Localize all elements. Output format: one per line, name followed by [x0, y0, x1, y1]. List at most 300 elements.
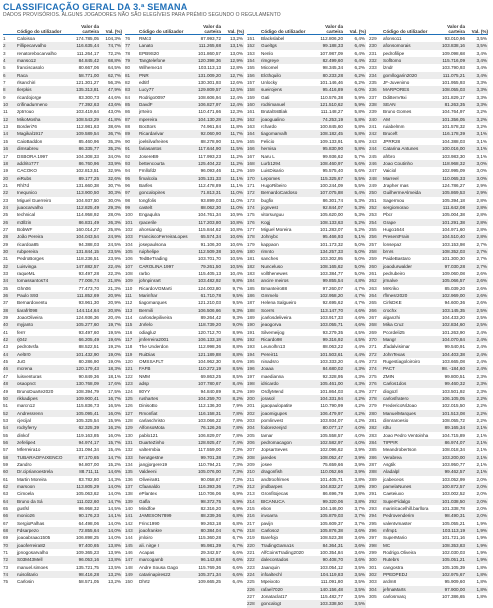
user-code-cell: pomlinvest: [261, 417, 283, 423]
portfolio-value-cell: 103.501,92: [442, 388, 465, 394]
variation-cell: 3,5%: [354, 579, 365, 585]
variation-cell: 12,4%: [229, 94, 243, 100]
table-row: [247, 461, 366, 468]
rank-cell: 138: [125, 491, 133, 497]
portfolio-value-cell: 109.060,08: [442, 271, 465, 276]
table-row: [3, 578, 122, 585]
portfolio-value-cell: 100.016,00: [442, 146, 465, 152]
user-code-cell: jefmaMarts: [383, 586, 406, 592]
user-code-cell: Johnybc: [261, 234, 279, 240]
user-code-cell: Miguel Guerreiro: [17, 197, 52, 203]
user-code-cell: rimgreye: [261, 58, 279, 64]
user-code-cell: PACT: [383, 366, 395, 372]
table-row: [3, 307, 122, 314]
portfolio-value-cell: 105.879,03: [320, 513, 343, 519]
user-code-cell: Aeltrr0: [17, 351, 31, 357]
variation-cell: 11,1%: [230, 175, 243, 181]
variation-cell: 32,6%: [107, 175, 121, 181]
portfolio-value-cell: 106.105,05: [442, 395, 465, 401]
user-code-cell: ricardoa85: [17, 241, 39, 247]
portfolio-value-cell: 104.119,83: [320, 572, 343, 578]
portfolio-value-cell: 100.244,09: [320, 182, 343, 188]
variation-cell: 19,7%: [107, 322, 121, 328]
portfolio-value-cell: 108.352,03: [442, 248, 465, 254]
table-row: [247, 402, 366, 409]
variation-cell: 5,5%: [354, 175, 365, 181]
user-code-cell: carlosfratero: [383, 395, 409, 401]
rank-cell: 36: [3, 293, 9, 299]
portfolio-value-cell: 85.460,96: [78, 138, 99, 144]
user-code-cell: JopsarSeves: [261, 447, 288, 453]
table-row: [369, 255, 488, 262]
portfolio-value-cell: 110.706,06: [198, 491, 221, 497]
rank-cell: 265: [369, 300, 377, 306]
user-code-cell: Carlosoz: [261, 528, 280, 534]
variation-cell: 20,8%: [107, 307, 121, 313]
table-row: [125, 86, 244, 93]
portfolio-value-cell: 90.058,67: [200, 476, 221, 482]
table-row: [125, 476, 244, 483]
variation-cell: 18,3%: [107, 366, 121, 372]
table-row: [247, 233, 366, 240]
user-code-cell: Rhl7d: [17, 182, 30, 188]
rank-cell: 293: [369, 506, 377, 511]
user-code-cell: SEAN: [383, 102, 396, 108]
variation-cell: 6,7%: [232, 542, 243, 548]
table-row: [125, 167, 244, 174]
portfolio-value-cell: 105.063,62: [76, 491, 99, 497]
user-code-cell: marcn12: [17, 403, 35, 409]
rank-cell: 218: [247, 528, 255, 534]
variation-cell: 4,2%: [354, 395, 365, 401]
table-row: [369, 446, 488, 453]
table-row: [247, 439, 366, 446]
table-row: [247, 388, 366, 395]
portfolio-value-cell: 107.075,88: [320, 190, 343, 196]
user-code-cell: monio26: [17, 513, 35, 519]
user-code-cell: zptrrouo: [17, 109, 34, 115]
portfolio-value-cell: 87.993,72: [200, 36, 221, 41]
portfolio-value-cell: 103.701,70: [198, 256, 221, 262]
portfolio-value-cell: 111.642,08: [442, 204, 465, 210]
column-rows: [247, 35, 366, 608]
rank-cell: 115: [125, 322, 133, 328]
table-row: [125, 446, 244, 453]
table-row: [247, 490, 366, 497]
rank-cell: 246: [369, 160, 377, 166]
rank-cell: 57: [3, 447, 9, 453]
user-code-cell: sergiomorao: [383, 204, 409, 210]
table-row: [247, 175, 366, 182]
table-row: [247, 410, 366, 417]
rank-cell: 49: [3, 388, 9, 394]
user-code-cell: JohnTexas: [383, 351, 405, 357]
table-row: [125, 94, 244, 101]
table-row: [369, 299, 488, 306]
rank-cell: 93: [125, 160, 131, 166]
user-code-cell: pamelaNunes: [383, 483, 412, 489]
rank-cell: 162: [247, 116, 255, 122]
table-row: [3, 410, 122, 417]
portfolio-value-cell: 88.278,90: [200, 138, 221, 144]
portfolio-value-cell: 130.301,93: [198, 80, 221, 86]
table-row: [3, 263, 122, 270]
rank-cell: 255: [369, 226, 377, 232]
portfolio-value-cell: 105.325,54: [76, 417, 99, 423]
portfolio-value-cell: 112.806,20: [320, 36, 343, 41]
portfolio-value-cell: 88.711,11: [79, 469, 99, 475]
table-row: [125, 314, 244, 321]
portfolio-value-cell: 105.869,53: [442, 190, 465, 196]
user-code-cell: johnpinrart: [139, 278, 161, 284]
rank-cell: 35: [3, 285, 9, 291]
portfolio-value-cell: 115.360,28: [198, 535, 221, 541]
table-row: [125, 424, 244, 431]
rank-cell: 225: [247, 579, 255, 585]
table-row: [125, 182, 244, 189]
variation-cell: 1,9%: [476, 550, 487, 556]
variation-cell: 16,0%: [107, 432, 121, 438]
variation-cell: 14,0%: [107, 483, 121, 489]
portfolio-value-cell: 124.786,27: [442, 182, 465, 188]
user-code-cell: Zandro: [17, 461, 32, 467]
user-code-cell: dragonfish: [261, 469, 283, 475]
variation-cell: 3,9%: [354, 461, 365, 467]
table-row: [369, 454, 488, 461]
rank-cell: 149: [125, 572, 133, 578]
variation-cell: 2,6%: [476, 271, 487, 276]
user-code-cell: jpnogosarvalho: [17, 550, 49, 556]
variation-cell: 11,2%: [230, 160, 243, 166]
portfolio-value-cell: 95.981,39: [200, 542, 221, 548]
user-code-cell: bugfix: [261, 197, 274, 203]
user-code-cell: mpereira: [139, 116, 158, 122]
user-code-cell: jqaopaulopatite: [261, 403, 293, 409]
user-code-cell: PNR: [139, 72, 149, 78]
table-row: [125, 432, 244, 439]
table-row: [369, 175, 488, 182]
rank-cell: 171: [247, 182, 255, 188]
table-row: [247, 329, 366, 336]
rank-cell: 163: [247, 124, 255, 130]
user-code-cell: Luisvinga: [17, 263, 37, 269]
portfolio-value-cell: 115.716,09: [442, 58, 465, 64]
rank-cell: 96: [125, 182, 131, 188]
user-code-cell: rubpereira: [17, 248, 38, 254]
rank-cell: 7: [3, 80, 6, 86]
table-row: [3, 86, 122, 93]
ranking-table: [3, 20, 490, 608]
portfolio-value-cell: 83.300,73: [78, 94, 99, 100]
user-code-cell: joaoferreira82: [17, 542, 46, 548]
rank-cell: 182: [247, 263, 255, 269]
user-code-cell: jmloiro: [139, 535, 153, 541]
rank-cell: 202: [247, 410, 255, 416]
user-code-cell: BrunoDuarte2020: [17, 388, 54, 394]
portfolio-value-cell: 113.805,29: [76, 483, 99, 489]
variation-cell: 3,4%: [476, 65, 487, 71]
portfolio-value-cell: 105.131,33: [198, 175, 221, 181]
user-code-cell: joaodurwalder: [383, 263, 412, 269]
table-row: [125, 395, 244, 402]
portfolio-value-cell: 111.075,21: [442, 72, 465, 78]
variation-cell: 4,7%: [354, 300, 365, 306]
table-row: [247, 417, 366, 424]
table-row: [369, 542, 488, 549]
variation-cell: 13,8%: [107, 542, 121, 548]
table-row: [3, 446, 122, 453]
user-code-cell: maedianna: [261, 373, 284, 379]
user-code-cell: PresentFrain: [383, 234, 410, 240]
portfolio-value-cell: 103.665,08: [442, 359, 465, 365]
user-code-cell: Fillipecarvalho: [17, 43, 47, 49]
variation-cell: 3,8%: [354, 498, 365, 504]
rank-cell: 275: [369, 373, 377, 379]
rank-cell: 10: [3, 102, 9, 108]
rank-cell: 100: [125, 212, 133, 218]
table-row: [247, 593, 366, 600]
user-code-cell: pedrotvsfa: [17, 344, 39, 350]
user-code-cell: Bruno Gomes: [383, 109, 412, 115]
rank-cell: 229: [369, 36, 377, 41]
portfolio-value-cell: 83.782,80: [78, 476, 99, 482]
variation-cell: 34,0%: [107, 153, 121, 159]
table-row: [369, 123, 488, 130]
variation-cell: 25,8%: [107, 226, 121, 232]
variation-cell: 4,0%: [354, 425, 365, 431]
user-code-cell: Oliveira91: [139, 476, 160, 482]
user-code-cell: CAROLINA 1997: [139, 263, 174, 269]
variation-cell: 14,0%: [107, 535, 121, 541]
portfolio-value-cell: 102.813,51: [76, 168, 99, 174]
variation-cell: 4,4%: [354, 344, 365, 350]
rank-cell: 5: [3, 65, 6, 71]
user-code-cell: ali. nirge I: [139, 542, 159, 548]
variation-cell: 2,7%: [476, 256, 487, 262]
rank-cell: 288: [369, 469, 377, 475]
header-portfolio-value: Valor da carteira: [447, 24, 465, 34]
portfolio-value-cell: 94.840,89: [200, 388, 221, 394]
variation-cell: 1,8%: [476, 586, 487, 592]
user-code-cell: Jnrlelo: [139, 322, 153, 328]
variation-cell: 8,8%: [232, 344, 243, 350]
table-row: [125, 108, 244, 115]
table-row: [369, 241, 488, 248]
variation-cell: 5,1%: [354, 234, 365, 240]
variation-cell: 2,0%: [476, 498, 487, 504]
user-code-cell: rodrimanuel: [261, 102, 286, 108]
user-code-cell: JuG: [17, 359, 26, 365]
variation-cell: 5,9%: [354, 102, 365, 108]
user-code-cell: vitorsurguu: [261, 212, 284, 218]
table-row: [369, 197, 488, 204]
rank-cell: 34: [3, 278, 9, 284]
table-row: [125, 358, 244, 365]
rank-cell: 196: [247, 366, 255, 372]
rank-cell: 232: [369, 58, 377, 64]
rank-cell: 207: [247, 447, 255, 453]
variation-cell: 30,0%: [107, 197, 121, 203]
column-rows: [125, 35, 244, 586]
user-code-cell: Blackslabel: [261, 36, 285, 41]
rank-cell: 152: [247, 43, 255, 49]
rank-cell: 98: [125, 197, 131, 203]
table-row: [369, 153, 488, 160]
portfolio-value-cell: 112.981,63: [76, 124, 99, 130]
portfolio-value-cell: 102.958,20: [320, 293, 343, 299]
variation-cell: 5,6%: [354, 168, 365, 174]
variation-cell: 1,8%: [476, 594, 487, 600]
user-code-cell: Andre Sousa Gago: [139, 564, 179, 570]
table-row: [247, 204, 366, 211]
variation-cell: 5,3%: [354, 197, 365, 203]
table-row: [369, 402, 488, 409]
user-code-cell: NMM: [139, 373, 150, 379]
portfolio-value-cell: 105.105,39: [442, 564, 465, 570]
rank-cell: 27: [3, 226, 9, 232]
portfolio-value-cell: 108.165,62: [320, 263, 343, 269]
user-code-cell: Pbcr: [383, 212, 393, 218]
rank-cell: 97: [125, 190, 131, 196]
rank-cell: 142: [125, 520, 133, 526]
table-row: [3, 564, 122, 571]
rank-cell: 278: [369, 395, 377, 401]
variation-cell: 3,7%: [354, 513, 365, 519]
table-row: [3, 145, 122, 152]
user-code-cell: Dhrtz: [139, 579, 150, 585]
variation-cell: 38,6%: [107, 124, 121, 130]
table-row: [125, 241, 244, 248]
rank-cell: 105: [125, 248, 133, 254]
variation-cell: 2,0%: [476, 513, 487, 519]
portfolio-value-cell: 85.039,20: [444, 285, 465, 291]
table-row: [369, 314, 488, 321]
variation-cell: 5,2%: [354, 219, 365, 225]
portfolio-value-cell: 80.077,17: [322, 425, 343, 431]
header-portfolio-value: Valor da carteira: [81, 24, 99, 34]
portfolio-value-cell: 103.333,20: [320, 359, 343, 365]
variation-cell: 5,8%: [354, 124, 365, 130]
variation-cell: 4,4%: [354, 351, 365, 357]
rank-cell: 209: [247, 461, 255, 467]
variation-cell: 6,6%: [232, 564, 243, 570]
table-row: [247, 145, 366, 152]
ranking-column: [247, 20, 366, 608]
user-code-cell: MikoMosha: [17, 116, 41, 122]
table-row: [247, 255, 366, 262]
portfolio-value-cell: 101.860,57: [198, 50, 221, 56]
rank-cell: 126: [125, 403, 133, 409]
table-row: [369, 42, 488, 49]
rank-cell: 154: [247, 58, 255, 64]
rank-cell: 147: [125, 557, 133, 563]
variation-cell: 5,0%: [354, 271, 365, 276]
portfolio-value-cell: 109.665,25: [198, 579, 221, 585]
rank-cell: 280: [369, 410, 377, 416]
user-code-cell: Naru L: [261, 153, 275, 159]
table-row: [3, 373, 122, 380]
portfolio-value-cell: 105.051,21: [442, 557, 465, 563]
rank-cell: 158: [247, 87, 255, 93]
table-row: [125, 130, 244, 137]
variation-cell: 2,1%: [476, 447, 487, 453]
user-code-cell: Bocttors: [139, 124, 156, 130]
rank-cell: 282: [369, 425, 377, 431]
rank-cell: 300: [369, 557, 377, 563]
table-row: [3, 277, 122, 284]
table-row: [247, 35, 366, 42]
rank-cell: 102: [125, 226, 133, 232]
variation-cell: 7,3%: [232, 469, 243, 475]
table-row: [125, 50, 244, 57]
portfolio-value-cell: 103.934,07: [320, 417, 343, 423]
variation-cell: 6,9%: [232, 506, 243, 511]
portfolio-value-cell: 118.968,32: [442, 160, 465, 166]
portfolio-value-cell: 124.003,80: [198, 285, 221, 291]
table-row: [247, 380, 366, 387]
variation-cell: 8,5%: [232, 373, 243, 379]
portfolio-value-cell: 110.576,38: [320, 94, 343, 100]
portfolio-value-cell: 105.609,37: [320, 520, 343, 526]
portfolio-value-cell: 80.667,06: [78, 65, 99, 71]
column-header: [3, 20, 122, 35]
table-row: [125, 578, 244, 585]
table-row: [369, 211, 488, 218]
user-code-cell: Paulo S93: [17, 293, 39, 299]
variation-cell: 5,7%: [354, 153, 365, 159]
table-row: [369, 233, 488, 240]
user-code-cell: castelt: [139, 204, 153, 210]
variation-cell: 2,4%: [476, 366, 487, 372]
variation-cell: 4,3%: [354, 373, 365, 379]
rank-cell: 20: [3, 175, 9, 181]
portfolio-value-cell: 106.898,25: [76, 535, 99, 541]
portfolio-value-cell: 101.173,32: [320, 241, 343, 247]
portfolio-value-cell: 104.832,27: [320, 483, 343, 489]
user-code-cell: tiagomarvalh: [261, 131, 288, 137]
user-code-cell: Ricardo98: [261, 337, 282, 343]
user-code-cell: JPRR28: [383, 138, 401, 144]
rank-cell: 212: [247, 483, 255, 489]
user-code-cell: rlsanchiri: [17, 80, 36, 86]
user-code-cell: Gueltgs: [261, 43, 277, 49]
rank-cell: 156: [247, 72, 255, 78]
table-row: [3, 329, 122, 336]
rank-cell: 292: [369, 498, 377, 504]
user-code-cell: TUBARAOFAIXENCO: [17, 454, 63, 460]
user-code-cell: rodryferry: [17, 425, 37, 431]
rank-cell: 289: [369, 476, 377, 482]
variation-cell: 6,7%: [232, 535, 243, 541]
variation-cell: 14,3%: [107, 476, 121, 482]
table-row: [369, 365, 488, 372]
portfolio-value-cell: 108.523,38: [320, 535, 343, 541]
variation-cell: 74,7%: [107, 43, 121, 49]
table-row: [3, 79, 122, 86]
variation-cell: 3,0%: [476, 160, 487, 166]
variation-cell: 3,8%: [354, 483, 365, 489]
portfolio-value-cell: 120.712,70: [198, 329, 221, 335]
portfolio-value-cell: 121.510,62: [320, 102, 343, 108]
variation-cell: 2,1%: [476, 432, 487, 438]
rank-cell: 247: [369, 168, 377, 174]
rank-cell: 258: [369, 248, 377, 254]
table-row: [3, 556, 122, 563]
portfolio-value-cell: 99.316,92: [322, 337, 343, 343]
variation-cell: 68,8%: [107, 58, 121, 64]
portfolio-value-cell: 108.394,79: [76, 388, 99, 394]
rank-cell: 113: [125, 307, 133, 313]
